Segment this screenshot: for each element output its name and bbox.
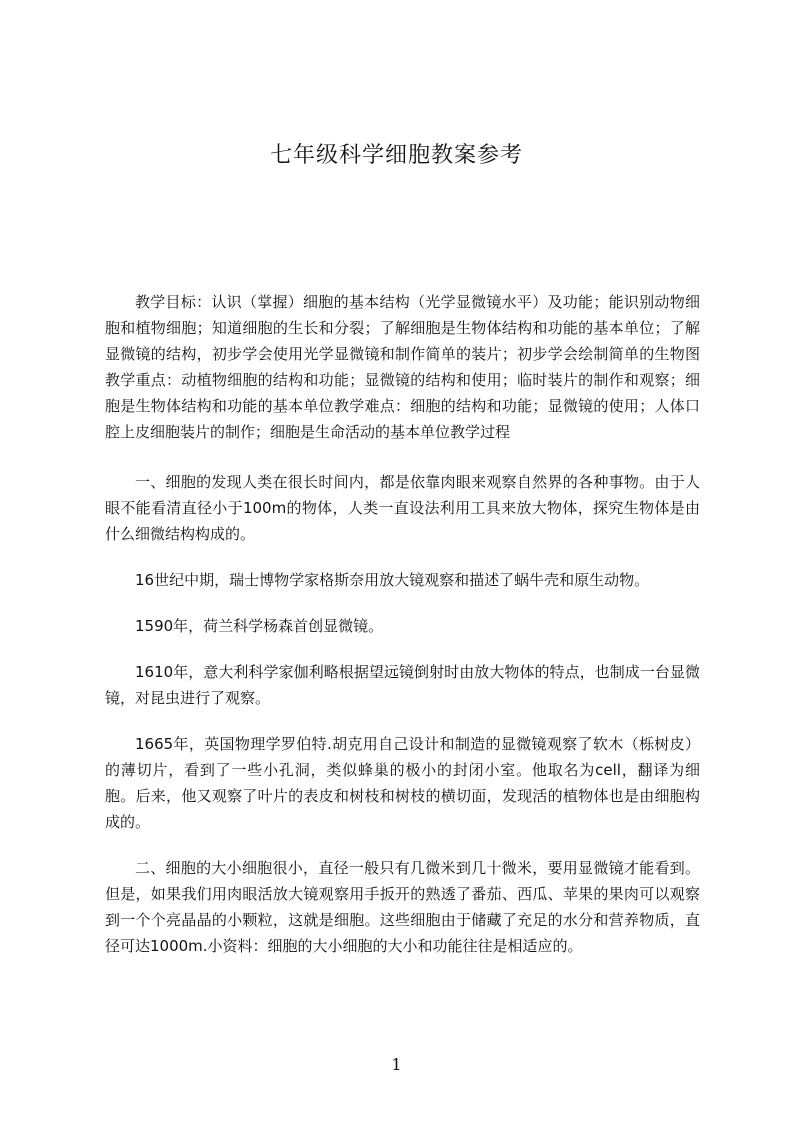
page-number: 1 [391, 1055, 402, 1074]
paragraph-cell-discovery: 一、细胞的发现人类在很长时间内，都是依靠肉眼来观察自然界的各种事物。由于人眼不能看清直径小于100m的物体，人类一直设法利用工具来放大物体，探究生物体是由什么细微结构构成的。 [105, 473, 700, 543]
paragraph-teaching-objectives: 教学目标：认识（掌握）细胞的基本结构（光学显微镜水平）及功能；能识别动物细胞和植物细胞；知道细胞的生长和分裂；了解细胞是生物体结构和功能的基本单位；了解显微镜的结构，初步学会使用光学显微镜和制作简单的装片；初步学会绘制简单的生物图教学重点：动植物细胞的结构和功能；显微镜的结构和使用；临时装片的制作和观察；细胞是生物体结构和功能的基本单位教学难点：细胞的结构和功能；显微镜的使用；人体口腔上皮细胞装片的制作；细胞是生命活动的基本单位教学过程 [105, 293, 700, 441]
document-title: 七年级科学细胞教案参考 [269, 143, 523, 168]
document-body [105, 289, 700, 959]
paragraph-cell-size: 二、细胞的大小细胞很小，直径一般只有几微米到几十微米，要用显微镜才能看到。但是，如果我们用肉眼活放大镜观察用手扳开的熟透了番茄、西瓜、苹果的果肉可以观察到一个个亮晶晶的小颗粒，这就是细胞。这些细胞由于储藏了充足的水分和营养物质，直径可达1000m.小资料：细胞的大小细胞的大小和功能往往是相适应的。 [105, 859, 700, 955]
paragraph-1610: 1610年，意大利科学家伽利略根据望远镜倒射时由放大物体的特点，也制成一台显微镜，对昆虫进行了观察。 [105, 663, 700, 707]
paragraph-16th-century: 16世纪中期，瑞士博物学家格斯奈用放大镜观察和描述了蜗牛壳和原生动物。 [135, 571, 650, 589]
paragraph-1665: 1665年，英国物理学罗伯特.胡克用自己设计和制造的显微镜观察了软木（栎树皮）的薄切片，看到了一些小孔洞，类似蜂巢的极小的封闭小室。他取名为cell，翻译为细胞。后来，他又观察了叶片的表皮和树枝和树枝的横切面，发现活的植物体也是由细胞构成的。 [105, 735, 700, 831]
paragraph-1590: 1590年，荷兰科学杨森首创显微镜。 [135, 617, 384, 635]
